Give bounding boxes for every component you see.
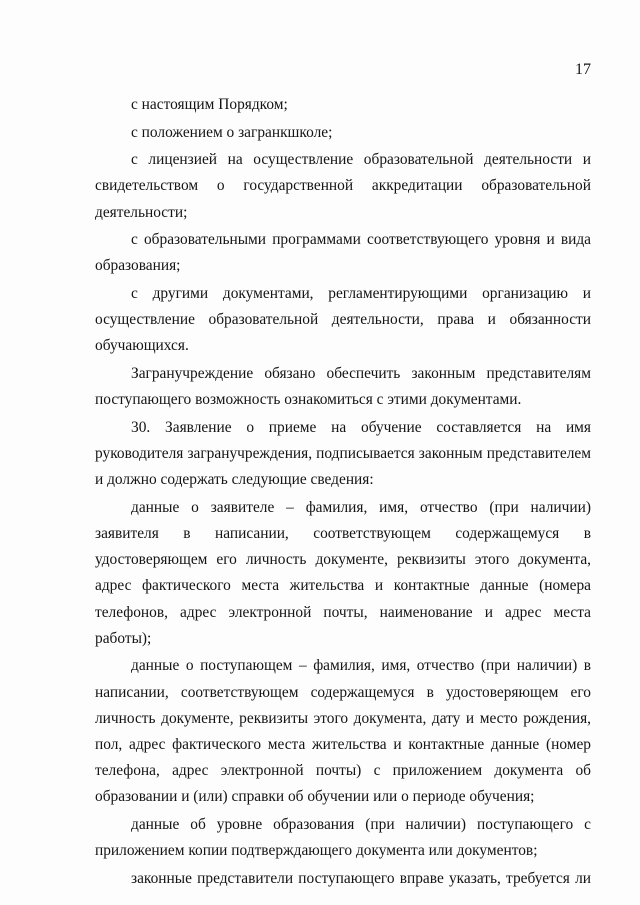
page-number: 17 <box>575 61 591 78</box>
paragraph: с настоящим Порядком; <box>131 96 288 113</box>
document-body <box>95 92 591 892</box>
paragraph: законные представители поступающего вправе указать, требуется ли <box>131 869 591 887</box>
paragraph: с лицензией на осуществление образовательной деятельности и свидетельством о государственной аккредитации образовательной деятельности; <box>95 151 591 221</box>
paragraph: Загранучреждение обязано обеспечить законным представителям поступающего возможность ознакомиться с этими документами. <box>95 364 591 409</box>
paragraph: с положением о загранкшколе; <box>131 123 333 141</box>
paragraph: данные о поступающем – фамилия, имя, отчество (при наличии) в написании, соответствующем содержащемуся в удостоверяющем его личность документе, реквизиты этого документа, дату и место рождения, пол, адрес фактического места жительства и контактные данные (номер телефона, адрес электронной почты) с приложением документа об образовании и (или) справки об обучении или о периоде обучения; <box>95 657 591 806</box>
paragraph: 30. Заявление о приеме на обучение составляется на имя руководителя загранучреждения, подписывается законным представителем и должно содержать следующие сведения: <box>95 418 591 489</box>
paragraph: данные об уровне образования (при наличии) поступающего с приложением копии подтверждающего документа или документов; <box>95 816 591 860</box>
paragraph: с другими документами, регламентирующими организацию и осуществление образовательной деятельности, права и обязанности обучающихся. <box>95 284 591 355</box>
paragraph: с образовательными программами соответствующего уровня и вида образования; <box>95 231 591 275</box>
paragraph: данные о заявителе – фамилия, имя, отчество (при наличии) заявителя в написании, соответствующем содержащемуся в удостоверяющем его личность документе, реквизиты этого документа, адрес фактического места жительства и контактные данные (номера телефонов, адрес электронной почты, наименование и адрес места работы); <box>95 498 591 647</box>
